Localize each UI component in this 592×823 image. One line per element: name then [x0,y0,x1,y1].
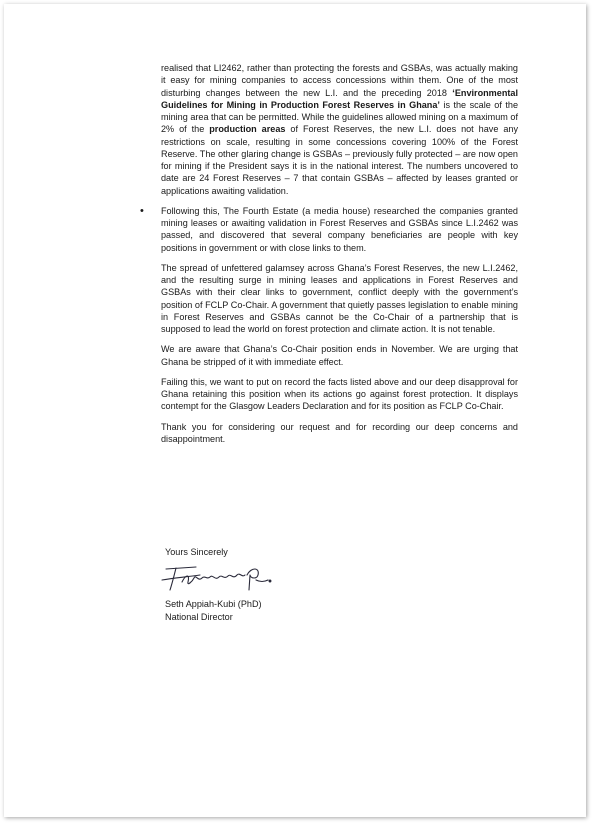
paragraph-text: is the scale of the mining area that can be permitted. While the guidelines allowed mining on a maximum of 2% of the [161,99,519,135]
paragraph-co-chair: We are aware that Ghana’s Co-Chair position ends in November. We are urging that Ghana be stripped of it with immediate effect. [161,344,518,367]
paragraph-thank-you: Thank you for considering our request and for recording our deep concerns and disappointment. [161,421,518,444]
production-areas-term: production areas [209,124,286,135]
paragraph-text: realised that LI2462, rather than protecting the forests and GSBAs, was actually making it easy for mining companies to access concessions within them. One of the most disturbing changes between the new L.I. and the preceding 2018 [161,63,518,98]
paragraph-li2462 [161,62,518,197]
paragraph-fourth-estate: Following this, The Fourth Estate (a media house) researched the companies granted mining leases or awaiting validation in Forest Reserves and GSBAs since L.I.2462 was passed, and discovered that several company beneficiaries are people with key positions in government or with close links to them. [161,205,518,253]
signer-title: National Director [165,611,233,622]
signature-icon [152,560,282,596]
letter-body [140,62,519,453]
paragraph-text: of Forest Reserves, the new L.I. does not have any restrictions on scale, resulting in some concessions covering 100% of the Forest Reserve. The other glaring change is GSBAs – previously fully protected – are now open for mining if the President says it is in the national interest. The numbers uncovered to date are 24 Forest Reserves – 7 that contain GSBAs – affected by leases granted or applications awaiting validation. [161,124,518,196]
paragraph-failing-this: Failing this, we want to put on record the facts listed above and our deep disapproval for Ghana retaining this position when its actions go against forest protection. It displays contempt for the Glasgow Leaders Declaration and for its position as FCLP Co-Chair. [161,376,518,412]
closing-salutation: Yours Sincerely [165,547,228,557]
guidelines-title: ‘Environmental Guidelines for Mining in Production Forest Reserves in Ghana’ [161,87,518,110]
signer-name: Seth Appiah-Kubi (PhD) [165,599,262,609]
paragraph-galamsey: The spread of unfettered galamsey across Ghana’s Forest Reserves, the new L.I.2462, and the resulting surge in mining leases and applications in Forest Reserves and GSBAs with their clear links to government, conflict deeply with the government’s position of FCLP Co-Chair. A government that quietly passes legislation to enable mining in Forest Reserves and GSBAs cannot be the Co-Chair of a partnership that is supposed to lead the world on forest protection and climate action. It is not tenable. [161,262,518,334]
bullet-item [140,204,518,254]
signer-block [165,598,262,623]
bullet-icon: • [140,204,144,217]
